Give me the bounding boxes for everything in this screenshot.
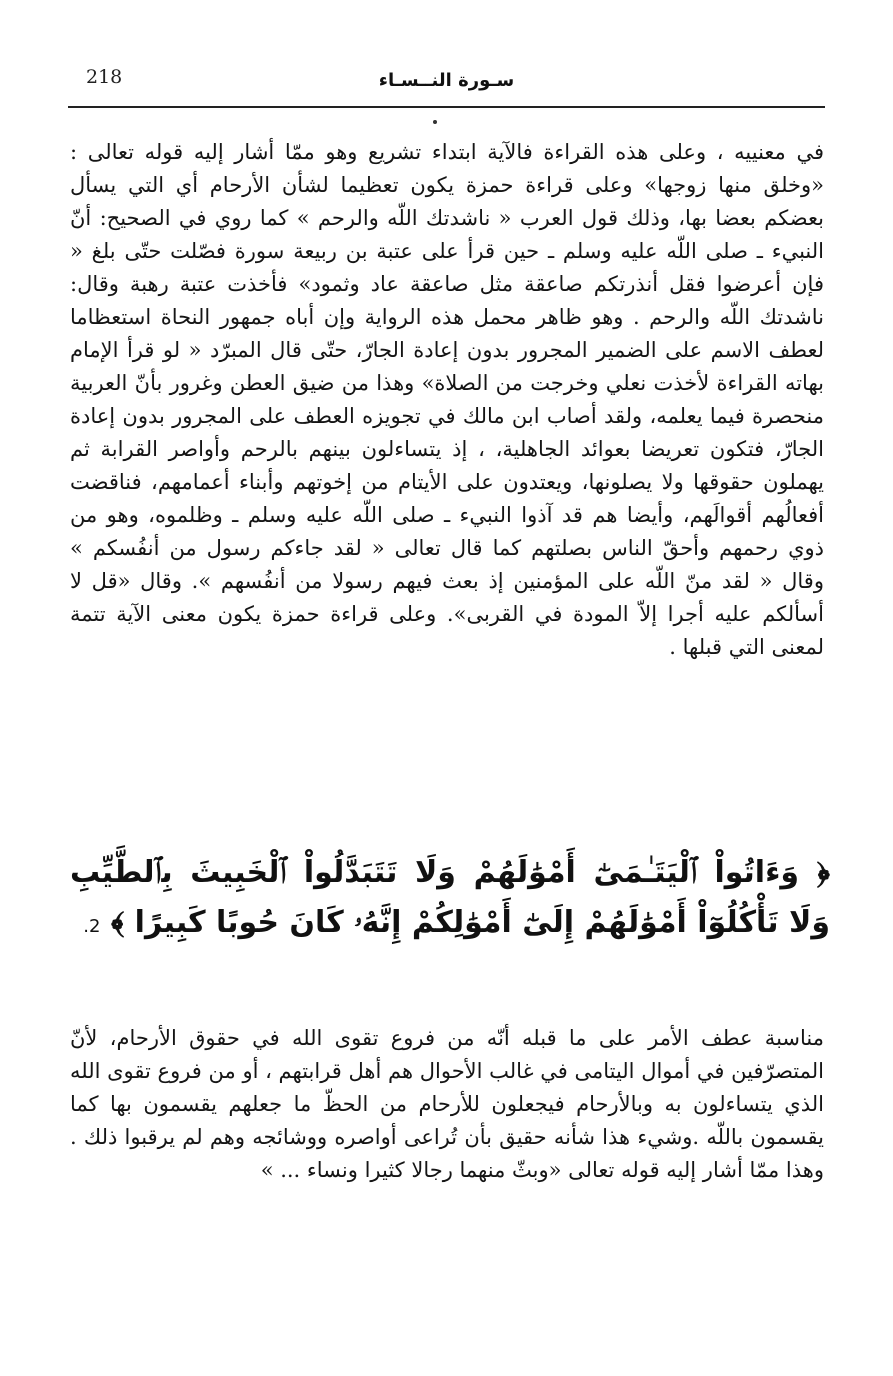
commentary-paragraph-1: في معنييه ، وعلى هذه القراءة فالآية ابتداء تشريع وهو ممّا أشار إليه قوله تعالى : «وخلق منها زوجها» وعلى قراءة حمزة يكون تعظيما لشأن الأرحام أي التي يسأل بعضكم بعضا بها، وذلك قول العرب « ناشدتك اللّه والرحم » كما روي في الصحيح: أنّ النبيء ـ صلى اللّه عليه وسلم ـ حين قرأ على عتبة بن ربيعة سورة فصّلت حتّى بلغ « فإن أعرضوا فقل أنذرتكم صاعقة مثل صاعقة عاد وثمود» فأخذت عتبة رهبة وقال: ناشدتك اللّه والرحم . وهو ظاهر محمل هذه الرواية وإن أباه جمهور النحاة استعظاما لعطف الاسم على الضمير المجرور بدون إعادة الجارّ، حتّى قال المبرّد « لو قرأ الإمام بهاته القراءة لأخذت نعلي وخرجت من الصلاة» وهذا من ضيق العطن وغرور بأنّ العربية منحصرة فيما يعلمه، ولقد أصاب ابن مالك في تجويزه العطف على المجرور بدون إعادة الجارّ، فتكون تعريضا بعوائد الجاهلية، ، إذ يتساءلون بينهم بالرحم وأواصر القرابة ثم يهملون حقوقها ولا يصلونها، ويعتدون على الأيتام من إخوتهم وأبناء أعمامهم، فناقضت أفعالُهم أقوالَهم، وأيضا هم قد آذوا النبيء ـ صلى اللّه عليه وسلم ـ وظلموه، وهو من ذوي رحمهم وأحقّ الناس بصلتهم كما قال تعالى « لقد جاءكم رسول من أنفُسكم » وقال « لقد منّ اللّه على المؤمنين إذ بعث فيهم رسولا من أنفُسهم ». وقال «قل لا أسألكم عليه أجرا إلاّ المودة في القربى». وعلى قراءة حمزة يكون معنى الآية تتمة لمعنى التي قبلها . [70, 140, 824, 659]
verse-number: 2. [83, 916, 101, 937]
ornament-dot [433, 120, 437, 124]
commentary-paragraph-2: مناسبة عطف الأمر على ما قبله أنّه من فروع تقوى الله في حقوق الأرحام، لأنّ المتصرّفين في أموال اليتامى في غالب الأحوال هم أهل قرابتهم ، أو من فروع تقوى الله الذي يتساءلون به وبالأرحام فيجعلون للأرحام من الحظّ ما جعلهم يقسمون بها كما يقسمون باللّه .وشيء هذا شأنه حقيق بأن تُراعى أواصره ووشائجه وهم لم يرقبوا ذلك . وهذا ممّا أشار إليه قوله تعالى «وبثّ منهما رجالا كثيرا ونساء ... » [70, 1026, 824, 1182]
page-header [68, 62, 825, 102]
verse-text: ﴿ وَءَاتُواْ ٱلْيَتَـٰمَىٰٓ أَمْوَٰلَهُمْ وَلَا تَتَبَدَّلُواْ ٱلْخَبِيثَ بِٱلطَّيِّبِ وَلَا تَأْكُلُوٓاْ أَمْوَٰلَهُمْ إِلَىٰٓ أَمْوَٰلِكُمْ إِنَّهُۥ كَانَ حُوبًا كَبِيرًا ﴾ [70, 855, 830, 940]
quran-verse [70, 848, 830, 952]
page-number: 218 [86, 66, 123, 88]
surah-title: سـورة النــسـاء [378, 70, 515, 91]
header-divider [68, 106, 825, 108]
